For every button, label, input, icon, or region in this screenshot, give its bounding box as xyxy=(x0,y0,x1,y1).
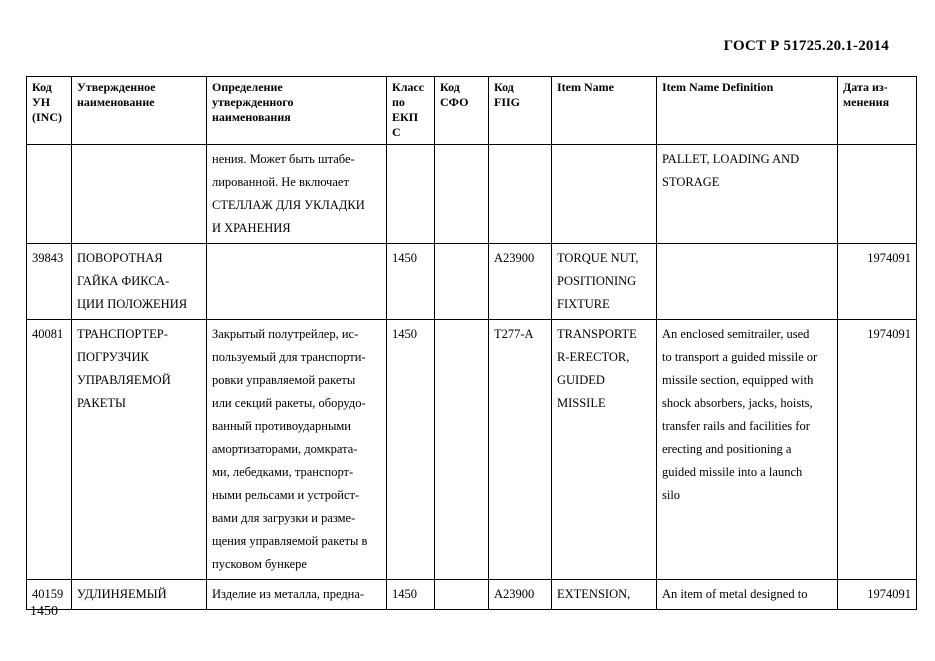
code-cell: 39843 xyxy=(27,244,72,320)
name-cell-line: ГАЙКА ФИКСА- xyxy=(77,274,170,288)
definition-cell-line: нения. Может быть штабе- xyxy=(212,152,355,166)
name-cell-line: УПРАВЛЯЕМОЙ xyxy=(77,373,171,387)
column-header-line: СФО xyxy=(440,95,469,109)
catalog-table xyxy=(26,76,917,610)
item-definition-cell-line: silo xyxy=(662,488,681,502)
item-definition-cell-line: guided missile into a launch xyxy=(662,465,803,479)
date-cell: 1974091 xyxy=(838,244,917,320)
definition-cell-line: щения управляемой ракеты в xyxy=(212,534,368,548)
item-definition-cell-line: STORAGE xyxy=(662,175,720,189)
fiig-cell: A23900 xyxy=(489,244,552,320)
definition-cell xyxy=(207,320,387,580)
class-cell xyxy=(387,145,435,244)
item-definition-cell-line: to transport a guided missile or xyxy=(662,350,818,364)
definition-cell-line: Закрытый полутрейлер, ис- xyxy=(212,327,359,341)
item-name-cell-line: EXTENSION, xyxy=(557,587,631,601)
definition-cell-line: СТЕЛЛАЖ ДЛЯ УКЛАДКИ xyxy=(212,198,365,212)
column-header-line: Item Name xyxy=(557,80,614,94)
definition-cell-line: лированной. Не включает xyxy=(212,175,349,189)
definition-cell-line: ванный противоударными xyxy=(212,419,351,433)
class-cell: 1450 xyxy=(387,580,435,610)
table-body xyxy=(27,145,917,610)
name-cell xyxy=(72,320,207,580)
definition-cell-line: Изделие из металла, предна- xyxy=(212,587,365,601)
class-cell: 1450 xyxy=(387,244,435,320)
table-header-row xyxy=(27,77,917,145)
date-cell: 1974091 xyxy=(838,320,917,580)
date-cell xyxy=(838,145,917,244)
column-header-line: менения xyxy=(843,95,890,109)
item-definition-cell-line: An item of metal designed to xyxy=(662,587,808,601)
item-name-cell-line: TORQUE NUT, xyxy=(557,251,639,265)
item-name-cell-line: R-ERECTOR, xyxy=(557,350,630,364)
column-header-line: Код xyxy=(494,80,514,94)
definition-cell-line: вами для загрузки и разме- xyxy=(212,511,356,525)
table-row xyxy=(27,580,917,610)
definition-cell-line: ровки управляемой ракеты xyxy=(212,373,356,387)
item-definition-cell-line: missile section, equipped with xyxy=(662,373,814,387)
column-header-line: ЕКП xyxy=(392,110,419,124)
table-row xyxy=(27,320,917,580)
item-definition-cell xyxy=(657,244,838,320)
column-header xyxy=(657,77,838,145)
item-definition-cell-line: erecting and positioning a xyxy=(662,442,792,456)
name-cell-line: ПОГРУЗЧИК xyxy=(77,350,149,364)
definition-cell-line: И ХРАНЕНИЯ xyxy=(212,221,291,235)
item-name-cell xyxy=(552,320,657,580)
column-header-line: УН xyxy=(32,95,51,109)
definition-cell-line: ными рельсами и устройст- xyxy=(212,488,360,502)
item-name-cell xyxy=(552,244,657,320)
item-name-cell-line: GUIDED xyxy=(557,373,605,387)
code-cell xyxy=(27,145,72,244)
item-name-cell-line: FIXTURE xyxy=(557,297,610,311)
sfo-cell xyxy=(435,580,489,610)
document-title: ГОСТ Р 51725.20.1-2014 xyxy=(723,38,889,54)
column-header-line: наименования xyxy=(212,110,291,124)
class-cell: 1450 xyxy=(387,320,435,580)
column-header xyxy=(552,77,657,145)
fiig-cell xyxy=(489,145,552,244)
column-header xyxy=(489,77,552,145)
column-header xyxy=(387,77,435,145)
item-definition-cell-line: An enclosed semitrailer, used xyxy=(662,327,810,341)
name-cell-line: ЦИИ ПОЛОЖЕНИЯ xyxy=(77,297,188,311)
item-definition-cell-line: shock absorbers, jacks, hoists, xyxy=(662,396,813,410)
column-header-line: наименование xyxy=(77,95,155,109)
name-cell-line: УДЛИНЯЕМЫЙ xyxy=(77,587,167,601)
definition-cell-line: пользуемый для транспорти- xyxy=(212,350,366,364)
definition-cell xyxy=(207,244,387,320)
item-name-cell-line: TRANSPORTE xyxy=(557,327,637,341)
column-header-line: Класс xyxy=(392,80,425,94)
sfo-cell xyxy=(435,145,489,244)
column-header-line: Код xyxy=(440,80,460,94)
code-cell: 40081 xyxy=(27,320,72,580)
definition-cell xyxy=(207,580,387,610)
fiig-cell: T277-A xyxy=(489,320,552,580)
item-name-cell xyxy=(552,580,657,610)
column-header-line: Определение xyxy=(212,80,283,94)
definition-cell-line: амортизаторами, домкрата- xyxy=(212,442,358,456)
column-header-line: С xyxy=(392,125,401,139)
column-header xyxy=(838,77,917,145)
name-cell xyxy=(72,244,207,320)
item-definition-cell-line: transfer rails and facilities for xyxy=(662,419,810,433)
definition-cell-line: ми, лебедками, транспорт- xyxy=(212,465,354,479)
column-header xyxy=(27,77,72,145)
item-name-cell-line: MISSILE xyxy=(557,396,606,410)
column-header-line: FIIG xyxy=(494,95,521,109)
name-cell-line: ТРАНСПОРТЕР- xyxy=(77,327,168,341)
column-header-line: Дата из- xyxy=(843,80,888,94)
item-name-cell-line: POSITIONING xyxy=(557,274,637,288)
fiig-cell: A23900 xyxy=(489,580,552,610)
date-cell: 1974091 xyxy=(838,580,917,610)
item-definition-cell xyxy=(657,580,838,610)
column-header-line: Утвержденное xyxy=(77,80,156,94)
column-header-line: по xyxy=(392,95,405,109)
sfo-cell xyxy=(435,320,489,580)
column-header xyxy=(72,77,207,145)
table-row xyxy=(27,244,917,320)
definition-cell-line: пусковом бункере xyxy=(212,557,307,571)
name-cell-line: РАКЕТЫ xyxy=(77,396,126,410)
page-number: 1450 xyxy=(30,604,58,619)
name-cell xyxy=(72,145,207,244)
name-cell-line: ПОВОРОТНАЯ xyxy=(77,251,163,265)
definition-cell-line: или секций ракеты, оборудо- xyxy=(212,396,366,410)
column-header-line: Item Name Definition xyxy=(662,80,774,94)
item-name-cell xyxy=(552,145,657,244)
name-cell xyxy=(72,580,207,610)
table-row xyxy=(27,145,917,244)
item-definition-cell xyxy=(657,145,838,244)
item-definition-cell-line: PALLET, LOADING AND xyxy=(662,152,800,166)
column-header xyxy=(435,77,489,145)
sfo-cell xyxy=(435,244,489,320)
column-header-line: Код xyxy=(32,80,52,94)
column-header-line: утвержденного xyxy=(212,95,294,109)
column-header xyxy=(207,77,387,145)
definition-cell xyxy=(207,145,387,244)
item-definition-cell xyxy=(657,320,838,580)
code-cell: 40159 xyxy=(27,580,72,610)
column-header-line: (INC) xyxy=(32,110,62,124)
